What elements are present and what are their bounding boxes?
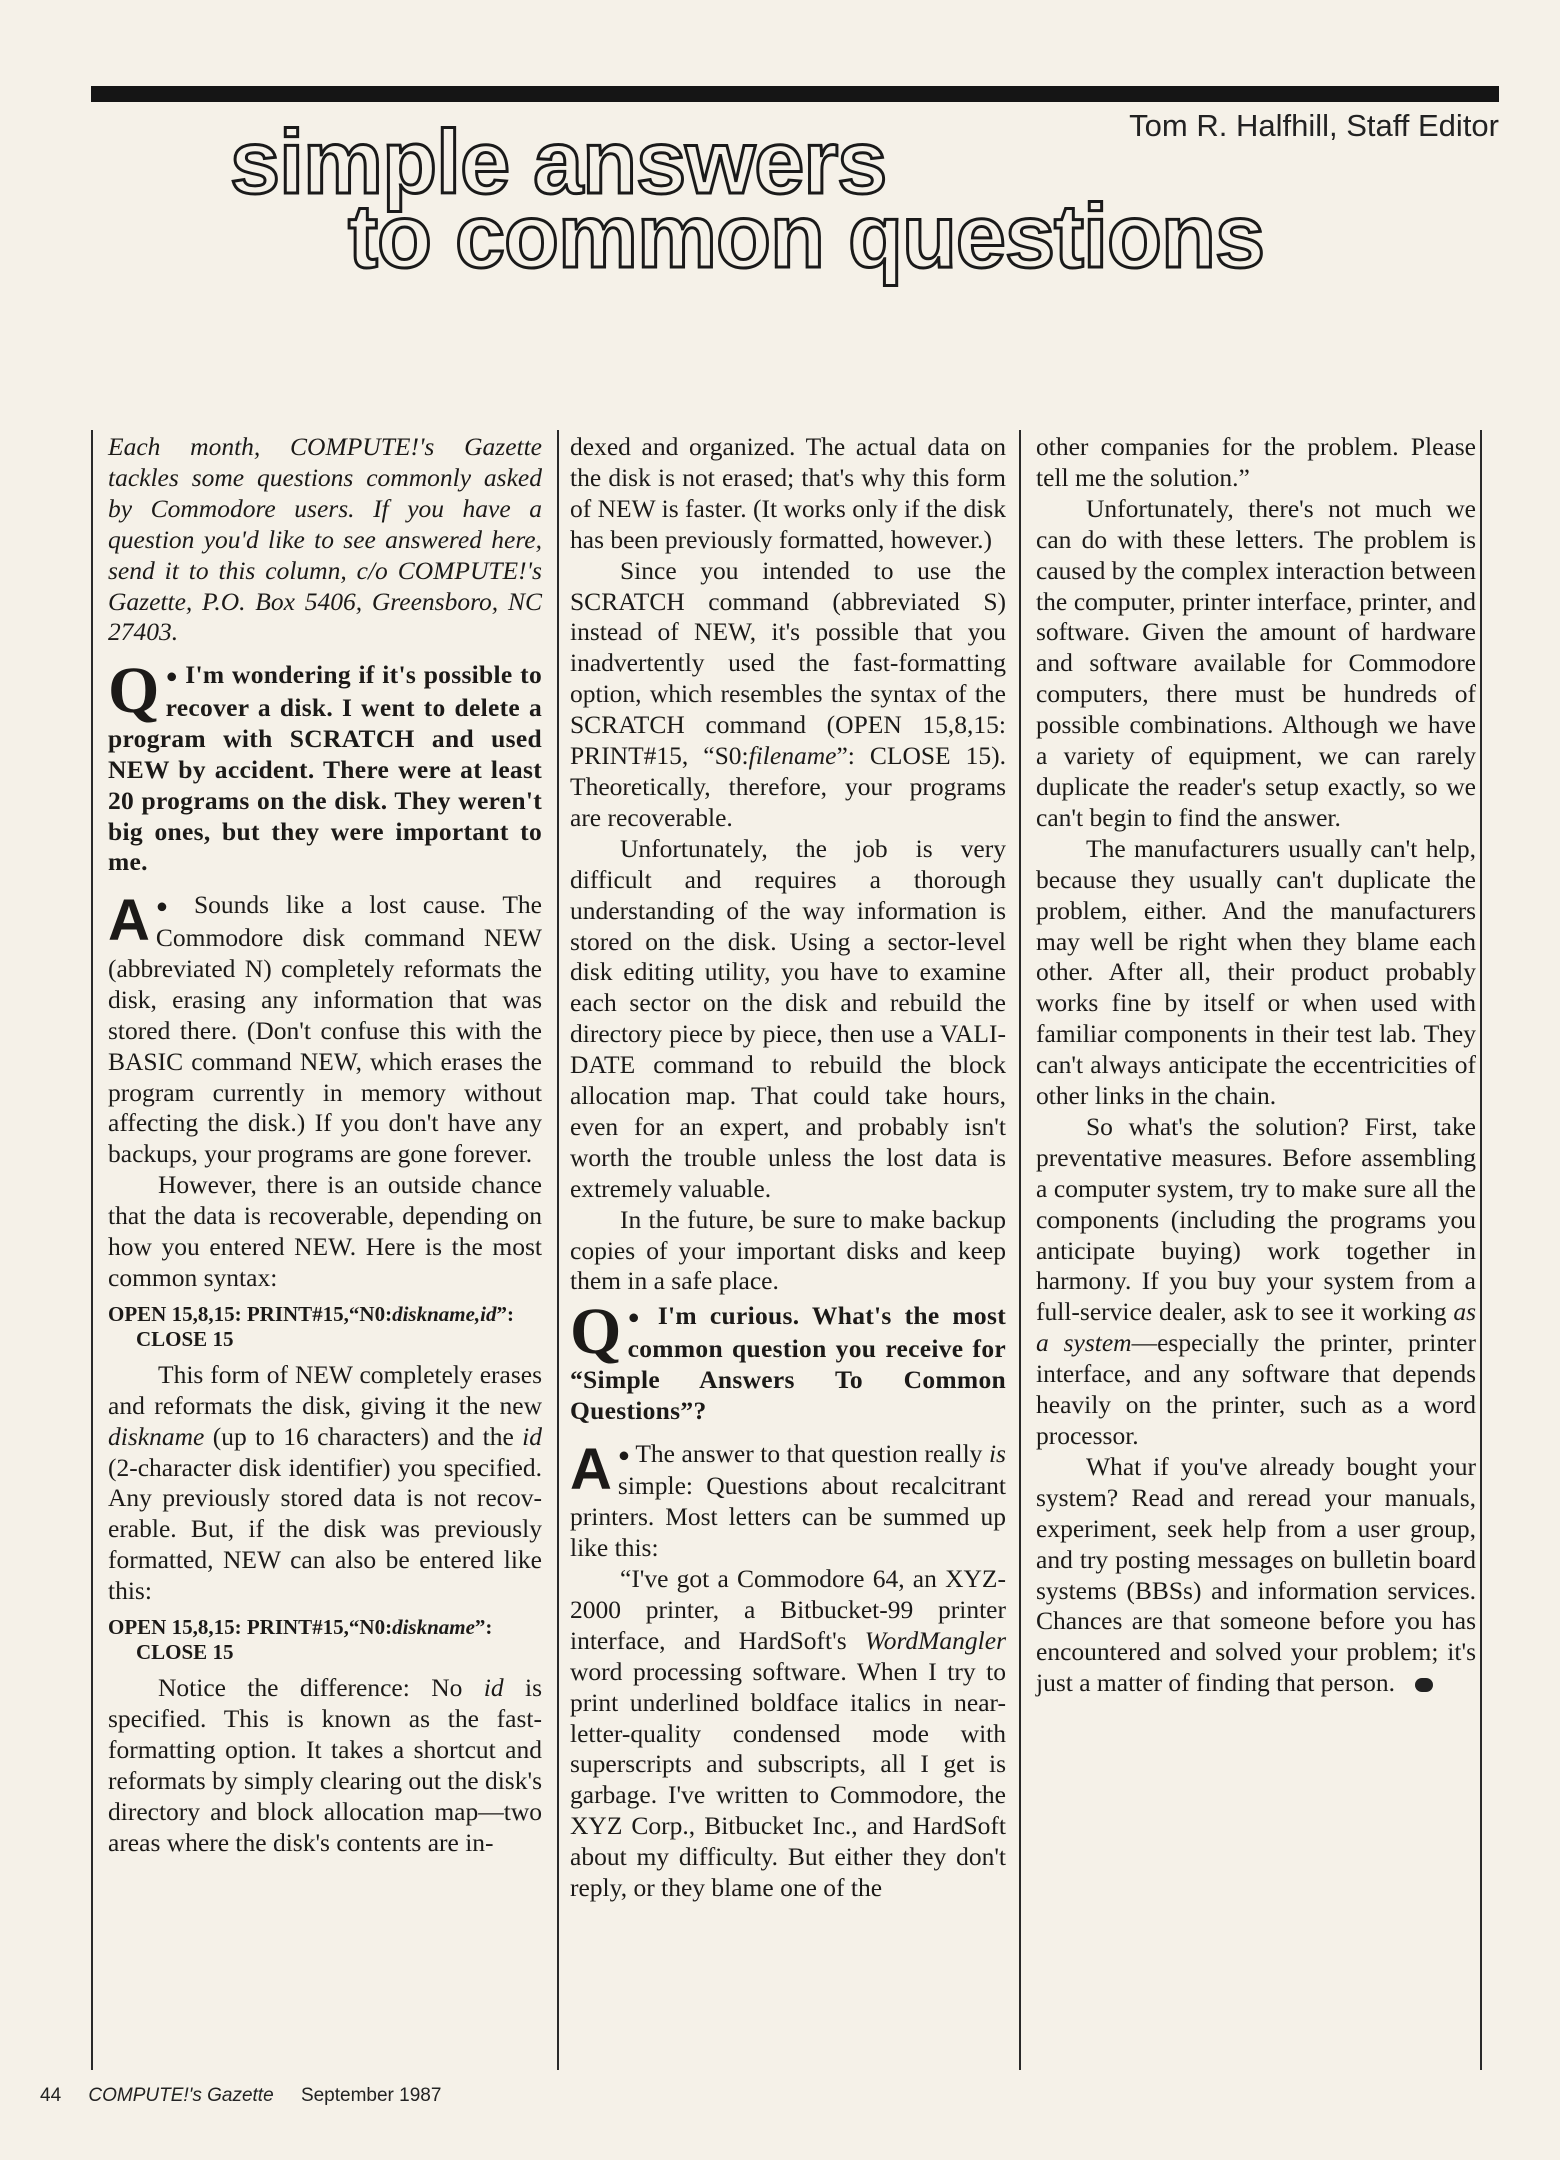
page-number: 44: [40, 2085, 62, 2106]
text-run: I'm wondering if it's possible to recover a disk. I went to delete a program with SCRATCH and used NEW by accident. There were at least 20 programs on the disk. They weren't big ones, but they were important to me.: [108, 660, 542, 877]
article-title-line-2: to common questions: [348, 187, 1265, 287]
text-run: other companies for the problem. Please tell me the solution.”: [1036, 432, 1476, 492]
column-3: [1036, 432, 1476, 1699]
bullet-icon: ●: [627, 1307, 658, 1330]
issue-date: September 1987: [300, 2085, 442, 2106]
column-1: [108, 432, 542, 1859]
body-paragraph: [570, 556, 1006, 834]
body-paragraph: [1036, 494, 1476, 834]
answer-paragraph: [570, 1436, 1006, 1564]
text-run: diskname: [108, 1421, 205, 1451]
text-run: id: [522, 1421, 542, 1451]
body-paragraph: [570, 1564, 1006, 1904]
column-rule: [1019, 430, 1021, 2070]
body-paragraph: [1036, 1112, 1476, 1452]
body-paragraph: [108, 1170, 542, 1294]
body-paragraph: [570, 1205, 1006, 1298]
body-paragraph: [1036, 1452, 1476, 1699]
text-run: I'm curious. What's the most common question you receive for “Simple Answers To Common Questions”?: [570, 1301, 1006, 1425]
body-paragraph: [1036, 432, 1476, 494]
drop-letter-a: A: [108, 888, 150, 954]
text-run: (2-character disk identifier) you specified. Any previously stored data is not recoverable. But, if the disk was previously formatted, NEW can also be entered like this:: [108, 1452, 542, 1606]
text-run: In the future, be sure to make backup copies of your important disks and keep them in a safe place.: [570, 1204, 1006, 1296]
text-run: as a system: [1036, 1297, 1476, 1358]
text-run: —especially the printer, printer interface, and any software that depends heavily on the printer, such as a word processor.: [1036, 1328, 1476, 1450]
column-rule: [557, 430, 559, 2070]
text-run: diskname: [392, 1615, 475, 1640]
text-run: The manufacturers usually can't help, because they usually can't duplicate the problem, either. And the manufacturers may well be right when they blame each other. After all, their product probably works fine by itself or when used with familiar components in their test lab. They can't always anticipate the eccentricities of other links in the chain.: [1036, 833, 1476, 1111]
column-rule: [1480, 430, 1482, 2070]
text-run: is specified. This is known as the fast-formatting option. It takes a shortcut and reformats by simply clearing out the disk's directory and block allocation map—two areas where the disk's contents are in-: [108, 1673, 542, 1857]
code-listing: [108, 1615, 542, 1665]
text-run: Each month, COMPUTE!'s Gazette tackles some questions commonly asked by Commodore users. If you have a question you'd like to see answered here, send it to this column, c/o COMPUTE!'s Gazette, P.O. Box 5406, Greensboro, NC 27403.: [108, 432, 542, 647]
bullet-icon: ●: [155, 896, 194, 919]
end-of-article-icon: [1415, 1678, 1433, 1692]
drop-letter-a: A: [570, 1436, 612, 1502]
bullet-icon: ●: [165, 666, 186, 689]
author-byline: Tom R. Halfhill, Staff Editor: [1129, 108, 1499, 143]
body-paragraph: [108, 1360, 542, 1607]
magazine-name: COMPUTE!'s Gazette: [88, 2085, 274, 2106]
text-run: Notice the difference: No: [158, 1673, 484, 1703]
article-title-line-1: simple answers: [230, 113, 887, 213]
text-run: Since you intended to use the SCRATCH command (abbreviated S) instead of NEW, it's possible that you inadvertently used the fast-formatting option, which resembles the syntax of the SCRATCH command (OPEN 15,8,15: PRINT#15, “S0:: [570, 555, 1006, 771]
text-run: word processing software. When I try to print underlined boldface italics in near-letter-quality condensed mode with superscripts and subscripts, all I get is garbage. I've written to Commodore, the XYZ Corp., Bitbucket Inc., and HardSoft about my difficulty. But either they don't reply, or they blame one of the: [570, 1656, 1006, 1903]
header-rule: [91, 86, 1499, 102]
text-run: (up to 16 characters) and the: [204, 1421, 523, 1451]
text-run: Sounds like a lost cause. The Commodore disk command NEW (abbreviated N) completely reformats the disk, erasing any information that was stored there. (Don't confuse this with the BASIC command NEW, which erases the program currently in memory without affecting the disk.) If you don't have any backups, your programs are gone forever.: [108, 890, 542, 1169]
text-run: The answer to that question really: [635, 1438, 989, 1468]
text-run: filename: [748, 741, 837, 771]
body-paragraph: [570, 834, 1006, 1205]
bullet-icon: ●: [617, 1444, 636, 1467]
body-paragraph: [1036, 834, 1476, 1112]
text-run: dexed and organized. The actual data on the disk is not erased; that's why this form of NEW is faster. (It works only if the disk has been previously formatted, however.): [570, 432, 1006, 554]
page-footer: [40, 2085, 463, 2107]
text-run: However, there is an outside chance that the data is recoverable, depending on how you entered NEW. Here is the most common syntax:: [108, 1170, 542, 1292]
text-run: id: [483, 1673, 504, 1703]
text-run: Unfortunately, the job is very difficult and requires a thorough understanding of the way information is stored on the disk. Using a sector-level disk editing utility, you have to examine each sector on the disk and rebuild the directory piece by piece, then use a VALIDATE command to rebuild the block allocation map. That could take hours, even for an expert, and probably isn't worth the trouble unless the lost data is extremely valuable.: [570, 833, 1006, 1203]
drop-letter-q: Q: [570, 1295, 622, 1369]
column-2: [570, 432, 1006, 1904]
text-run: WordMangler: [864, 1625, 1006, 1655]
question-paragraph: [108, 654, 542, 878]
text-run: This form of NEW completely erases and reformats the disk, giving it the new: [108, 1359, 542, 1420]
drop-letter-q: Q: [108, 654, 160, 728]
code-listing: [108, 1302, 542, 1352]
text-run: diskname,id: [392, 1301, 497, 1326]
text-run: OPEN 15,8,15: PRINT#15,“N0:: [108, 1615, 393, 1640]
question-paragraph: [570, 1295, 1006, 1426]
text-run: is: [988, 1438, 1006, 1468]
column-rule: [91, 430, 93, 2070]
intro-paragraph: [108, 432, 542, 648]
text-run: What if you've already bought your system? Read and reread your manuals, experiment, seek help from a user group, and try posting messages on bulletin board systems (BBSs) and information services. Chances are that someone before you has encountered and solved your problem; it's just a matter of finding that person.: [1036, 1451, 1476, 1698]
body-paragraph: [108, 1673, 542, 1858]
answer-paragraph: [108, 890, 542, 1170]
text-run: ”: CLOSE 15: [136, 1615, 493, 1665]
body-paragraph: [570, 432, 1006, 556]
text-run: ”: CLOSE 15). Theoretically, therefore, your programs are recoverable.: [570, 741, 1006, 832]
text-run: simple: Questions about recalcitrant printers. Most letters can be summed up like this:: [570, 1471, 1006, 1563]
text-run: Unfortunately, there's not much we can do with these letters. The problem is caused by the complex interaction between the computer, printer interface, printer, and software. Given the amount of hardware and software available for Commodore computers, there must be hundreds of possible combinations. Although we have a variety of equipment, we can rarely duplicate the reader's setup exactly, so we can't begin to find the answer.: [1036, 493, 1476, 832]
text-run: OPEN 15,8,15: PRINT#15,“N0:: [108, 1301, 393, 1326]
text-run: So what's the solution? First, take preventative measures. Before assembling a computer system, try to make sure all the components (including the programs you anticipate buying) work together in harmony. If you buy your system from a full-service dealer, ask to see it working: [1036, 1111, 1476, 1327]
text-run: “I've got a Commodore 64, an XYZ-2000 printer, a Bitbucket-99 printer interface, and HardSoft's: [570, 1564, 1006, 1655]
text-run: ”: CLOSE 15: [136, 1301, 515, 1351]
